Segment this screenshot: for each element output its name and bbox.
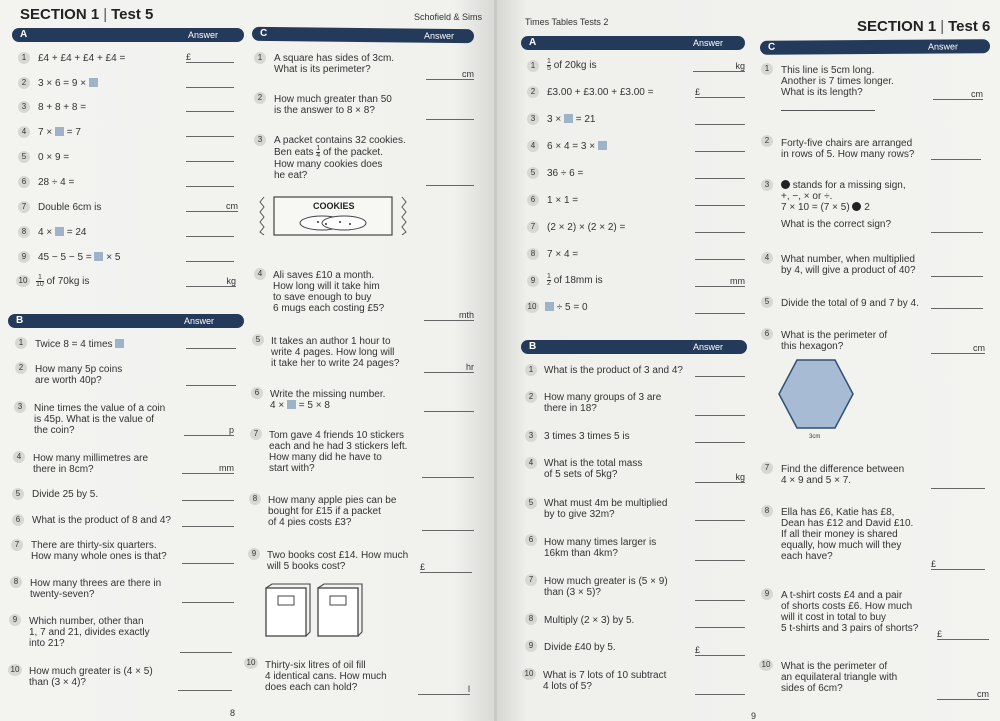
book-title: Times Tables Tests 2 xyxy=(525,17,609,27)
answer-field[interactable] xyxy=(418,684,470,695)
section-b-header xyxy=(8,314,244,328)
question-number: 7 xyxy=(761,462,773,474)
missing-number-box xyxy=(564,114,573,123)
answer-unit: cm xyxy=(977,689,989,699)
answer-field[interactable] xyxy=(931,478,985,489)
answer-field[interactable] xyxy=(184,425,234,436)
section-c-header xyxy=(760,39,990,55)
answer-field[interactable] xyxy=(424,310,474,321)
answer-prefix: £ xyxy=(420,562,426,572)
question-text: 7 × 4 = xyxy=(547,249,579,260)
question-number: 7 xyxy=(525,574,537,586)
question-number: 6 xyxy=(527,194,539,206)
answer-field[interactable] xyxy=(695,550,745,561)
answer-field[interactable] xyxy=(186,52,234,63)
five-cm-line xyxy=(781,110,875,111)
question-text-part: of 20kg is xyxy=(553,60,597,71)
question-text-part: = 24 xyxy=(66,227,87,238)
question-number: 10 xyxy=(244,657,258,669)
question-text-part: 3 × xyxy=(547,114,562,125)
question-number: 9 xyxy=(527,275,539,287)
answer-label: Answer xyxy=(693,38,724,48)
question-text-part: = 5 × 8 xyxy=(298,400,330,411)
question-text: How much greater than 50 is the answer to 8 × 8? xyxy=(274,94,392,116)
question-text: How many apple pies can be bought for £15 if a packet of 4 pies costs £3? xyxy=(268,495,397,528)
fraction xyxy=(316,146,320,159)
question-text-part: of 18mm is xyxy=(553,275,603,286)
question-text: What is the perimeter of this hexagon? xyxy=(781,330,888,352)
answer-field[interactable] xyxy=(186,126,234,137)
answer-field[interactable] xyxy=(931,266,983,277)
answer-field[interactable] xyxy=(186,276,236,287)
missing-number-box xyxy=(89,78,98,87)
question-text xyxy=(270,389,385,411)
answer-field[interactable] xyxy=(186,251,234,262)
question-number: 2 xyxy=(15,362,27,374)
missing-number-box xyxy=(545,302,554,311)
answer-unit: cm xyxy=(973,343,985,353)
answer-label: Answer xyxy=(188,30,219,40)
question-number: 2 xyxy=(525,391,537,403)
section-a-letter: A xyxy=(20,29,28,40)
answer-unit: p xyxy=(228,425,234,435)
question-text-line xyxy=(781,180,906,191)
question-text xyxy=(547,59,597,72)
question-text: How many threes are there in twenty-seven? xyxy=(30,578,162,600)
question-number: 8 xyxy=(761,505,773,517)
answer-field[interactable] xyxy=(186,338,236,349)
question-number: 9 xyxy=(525,640,537,652)
answer-field[interactable] xyxy=(931,222,983,233)
hexagon-side-label: 3cm xyxy=(809,434,821,440)
question-number: 4 xyxy=(18,126,30,138)
question-text: 8 + 8 + 8 = xyxy=(38,102,87,113)
missing-number-box xyxy=(55,127,64,136)
question-text: How many times larger is 16km than 4km? xyxy=(544,537,657,559)
answer-prefix: £ xyxy=(695,645,701,655)
answer-unit: kg xyxy=(735,472,745,482)
question-number: 1 xyxy=(525,364,537,376)
fraction-denominator: 10 xyxy=(36,281,44,288)
missing-number-box xyxy=(55,227,64,236)
answer-field[interactable] xyxy=(937,629,989,640)
answer-field[interactable] xyxy=(695,114,745,125)
question-text: Find the difference between 4 × 9 and 5 × 7. xyxy=(781,464,905,486)
question-text-part: stands for a missing sign, xyxy=(792,180,906,191)
question-number: 8 xyxy=(527,248,539,260)
fraction-numerator: 1 xyxy=(547,273,551,280)
question-text: How many millimetres are there in 8cm? xyxy=(33,453,149,475)
answer-field[interactable] xyxy=(426,69,474,80)
question-text: There are thirty-six quarters. How many whole ones is that? xyxy=(31,540,167,562)
section-title xyxy=(20,6,153,23)
fraction xyxy=(547,59,551,72)
question-number: 4 xyxy=(254,268,266,280)
answer-label: Answer xyxy=(927,41,959,52)
section-b-letter: B xyxy=(16,315,24,326)
answer-field[interactable] xyxy=(695,87,745,98)
question-text: A square has sides of 3cm. What is its perimeter? xyxy=(274,53,395,75)
question-text: Nine times the value of a coin is 45p. What is the value of the coin? xyxy=(34,403,166,436)
question-number: 3 xyxy=(527,113,539,125)
question-number: 8 xyxy=(525,613,537,625)
section-title xyxy=(857,18,990,35)
answer-field[interactable] xyxy=(186,226,234,237)
question-number: 5 xyxy=(761,296,773,308)
question-text: How much greater is (5 × 9) than (3 × 5)? xyxy=(544,576,668,598)
question-number: 9 xyxy=(18,251,30,263)
fraction-numerator: 1 xyxy=(37,274,42,281)
question-number: 7 xyxy=(527,221,539,233)
section-c-letter: C xyxy=(767,41,776,53)
fraction-denominator: 5 xyxy=(547,65,551,72)
test-label: Test 6 xyxy=(948,18,991,35)
answer-field[interactable] xyxy=(695,249,745,260)
answer-field[interactable] xyxy=(933,89,983,100)
question-text-part: 7 × xyxy=(38,127,53,138)
question-text-part: = 7 xyxy=(66,127,81,138)
answer-field[interactable] xyxy=(182,592,234,603)
question-number: 2 xyxy=(18,77,30,89)
question-text: How much greater is (4 × 5) than (3 × 4)? xyxy=(29,666,153,688)
question-number: 2 xyxy=(254,92,266,104)
question-text: 1 × 1 = xyxy=(547,195,579,206)
question-text: Forty-five chairs are arranged in rows of 5. How many rows? xyxy=(781,138,915,160)
question-text-part: = 21 xyxy=(575,114,596,125)
question-text: £4 + £4 + £4 + £4 = xyxy=(38,53,126,64)
question-number: 7 xyxy=(11,539,23,551)
question-text: Ella has £6, Katie has £8, Dean has £12 and David £10. If all their money is shared equally, how much will they each have? xyxy=(781,507,914,562)
answer-prefix: £ xyxy=(695,87,701,97)
question-number: 10 xyxy=(522,668,536,680)
question-number: 6 xyxy=(12,514,24,526)
question-text xyxy=(38,78,98,89)
question-text-part: Twice 8 = 4 times xyxy=(35,339,113,350)
section-a-letter: A xyxy=(529,37,537,48)
question-number: 8 xyxy=(249,493,261,505)
section-b-letter: B xyxy=(529,341,537,352)
question-text xyxy=(547,141,607,152)
question-text-part: What is the correct sign? xyxy=(781,219,892,230)
section-label: SECTION 1 xyxy=(857,18,937,35)
answer-field[interactable] xyxy=(931,343,985,354)
cookie-label: COOKIES xyxy=(313,201,355,211)
question-number: 3 xyxy=(525,430,537,442)
answer-unit: kg xyxy=(735,61,745,71)
answer-field[interactable] xyxy=(422,520,474,531)
question-text-part: Ben eats xyxy=(274,147,314,158)
answer-field[interactable] xyxy=(424,401,474,412)
answer-field[interactable] xyxy=(180,642,232,653)
section-label: SECTION 1 xyxy=(20,6,100,23)
question-text xyxy=(547,274,603,287)
fraction-denominator: 4 xyxy=(316,152,321,159)
question-text: £3.00 + £3.00 + £3.00 = xyxy=(547,87,654,98)
question-text: This line is 5cm long. Another is 7 times longer. What is its length? xyxy=(781,65,894,98)
left-page xyxy=(0,0,494,721)
answer-field[interactable] xyxy=(695,222,745,233)
question-text: What is 7 lots of 10 subtract 4 lots of 5? xyxy=(543,670,667,692)
question-text xyxy=(38,227,87,238)
answer-field[interactable] xyxy=(186,77,234,88)
answer-field[interactable] xyxy=(931,559,985,570)
section-a-header xyxy=(521,36,745,50)
question-text-line xyxy=(274,146,406,159)
answer-field[interactable] xyxy=(178,680,232,691)
answer-field[interactable] xyxy=(695,276,745,287)
answer-unit: l xyxy=(468,684,470,694)
question-text-part: +, −, × or ÷. xyxy=(781,191,833,202)
question-number: 3 xyxy=(761,179,773,191)
question-text: Ali saves £10 a month. How long will it take him to save enough to buy 6 mugs each costing £5? xyxy=(273,270,385,314)
question-number: 4 xyxy=(13,451,25,463)
missing-number-box xyxy=(287,400,296,409)
answer-field[interactable] xyxy=(695,168,745,179)
question-text: What must 4m be multiplied by to give 32m? xyxy=(544,498,668,520)
answer-field[interactable] xyxy=(695,195,745,206)
hexagon-diagram xyxy=(777,358,857,440)
question-text: 28 ÷ 4 = xyxy=(38,177,75,188)
question-text-part: of the packet. xyxy=(322,147,383,158)
question-number: 5 xyxy=(12,488,24,500)
answer-unit: mm xyxy=(730,276,745,286)
answer-unit: mth xyxy=(458,310,474,320)
answer-field[interactable] xyxy=(182,463,234,474)
question-number: 9 xyxy=(761,588,773,600)
question-number: 1 xyxy=(18,52,30,64)
question-text xyxy=(547,114,596,125)
fraction-numerator: 1 xyxy=(316,145,321,152)
cookie-packet-illustration xyxy=(258,193,408,239)
answer-unit: kg xyxy=(226,276,236,286)
question-text: Which number, other than 1, 7 and 21, divides exactly into 21? xyxy=(29,616,150,649)
answer-field[interactable] xyxy=(695,510,745,521)
question-text xyxy=(274,135,406,181)
question-number: 3 xyxy=(18,101,30,113)
section-c-header xyxy=(252,27,474,43)
answer-field[interactable] xyxy=(424,362,474,373)
question-text: 3 times 3 times 5 is xyxy=(544,431,630,442)
answer-unit: cm xyxy=(226,201,238,211)
question-number: 1 xyxy=(15,337,27,349)
question-text: Divide £40 by 5. xyxy=(544,642,616,653)
question-number: 6 xyxy=(251,387,263,399)
question-text-part: 45 − 5 − 5 = xyxy=(38,252,92,263)
answer-field[interactable] xyxy=(186,176,234,187)
question-number: 10 xyxy=(759,659,773,671)
question-number: 4 xyxy=(527,140,539,152)
fraction-denominator: 2 xyxy=(547,280,551,287)
fraction-numerator: 1 xyxy=(547,58,551,65)
question-text-part: ÷ 5 = 0 xyxy=(556,302,588,313)
publisher: Schofield & Sims xyxy=(414,12,483,22)
question-text: Multiply (2 × 3) by 5. xyxy=(544,615,635,626)
question-number: 9 xyxy=(248,548,260,560)
answer-field[interactable] xyxy=(426,175,474,186)
question-text: Divide 25 by 5. xyxy=(32,489,99,500)
answer-unit: mm xyxy=(219,463,234,473)
answer-prefix: £ xyxy=(186,52,192,62)
question-text: Double 6cm is xyxy=(38,202,102,213)
question-text: What is the total mass of 5 sets of 5kg? xyxy=(544,458,643,480)
answer-field[interactable] xyxy=(186,101,234,112)
question-number: 9 xyxy=(9,614,21,626)
missing-number-box xyxy=(94,252,103,261)
question-text: Tom gave 4 friends 10 stickers each and he had 3 stickers left. How many did he have to start with? xyxy=(269,430,408,474)
page-number: 9 xyxy=(751,711,757,721)
answer-field[interactable] xyxy=(695,617,745,628)
answer-label: Answer xyxy=(693,342,724,352)
question-text: It takes an author 1 hour to write 4 pages. How long will it take her to write 24 pages? xyxy=(271,336,400,369)
title-separator: | xyxy=(103,6,108,23)
question-text-part: Write the missing number. xyxy=(270,389,386,400)
question-text: Two books cost £14. How much will 5 books cost? xyxy=(267,550,409,572)
answer-field[interactable] xyxy=(695,432,745,443)
answer-field[interactable] xyxy=(186,151,234,162)
question-number: 4 xyxy=(525,457,537,469)
question-text xyxy=(36,275,89,288)
answer-field[interactable] xyxy=(186,201,238,212)
question-number: 5 xyxy=(18,151,30,163)
answer-field[interactable] xyxy=(426,109,474,120)
answer-field[interactable] xyxy=(695,472,745,483)
right-page xyxy=(497,0,1000,721)
answer-label: Answer xyxy=(423,30,455,41)
section-a-header xyxy=(12,28,244,42)
question-number: 10 xyxy=(525,301,539,313)
question-number: 5 xyxy=(252,334,264,346)
answer-field[interactable] xyxy=(186,375,236,386)
answer-field[interactable] xyxy=(931,149,981,160)
question-text: 0 × 9 = xyxy=(38,152,70,163)
question-number: 1 xyxy=(527,60,539,72)
section-b-header xyxy=(521,340,747,354)
question-text xyxy=(38,252,120,263)
question-text xyxy=(35,339,124,350)
question-text xyxy=(38,127,81,138)
question-text: What is the perimeter of an equilateral triangle with sides of 6cm? xyxy=(781,661,898,694)
answer-field[interactable] xyxy=(937,689,989,700)
answer-field[interactable] xyxy=(693,61,745,72)
books-illustration xyxy=(264,582,374,638)
title-separator: | xyxy=(940,18,945,35)
answer-field[interactable] xyxy=(695,303,745,314)
question-text-line xyxy=(270,400,385,411)
answer-field[interactable] xyxy=(182,516,234,527)
answer-unit: cm xyxy=(971,89,983,99)
section-c-letter: C xyxy=(259,27,268,39)
answer-field[interactable] xyxy=(182,553,234,564)
answer-unit: hr xyxy=(465,362,474,372)
answer-field[interactable] xyxy=(695,405,745,416)
page-number: 8 xyxy=(230,708,236,718)
answer-field[interactable] xyxy=(931,298,983,309)
answer-prefix: £ xyxy=(931,559,937,569)
question-number: 10 xyxy=(8,664,22,676)
question-number: 4 xyxy=(761,252,773,264)
question-number: 2 xyxy=(761,135,773,147)
answer-field[interactable] xyxy=(695,645,745,656)
answer-prefix: £ xyxy=(937,629,943,639)
test-label: Test 5 xyxy=(111,6,154,23)
question-text-part: 6 × 4 = 3 × xyxy=(547,141,596,152)
question-text xyxy=(781,180,906,230)
fraction xyxy=(547,274,551,287)
question-text: Divide the total of 9 and 7 by 4. xyxy=(781,298,919,309)
question-number: 3 xyxy=(254,134,266,146)
question-number: 8 xyxy=(10,576,22,588)
question-text xyxy=(545,302,588,313)
question-number: 7 xyxy=(18,201,30,213)
answer-field[interactable] xyxy=(695,141,745,152)
question-text-line xyxy=(781,202,906,213)
question-text-part: of 70kg is xyxy=(46,276,90,287)
question-number: 1 xyxy=(254,52,266,64)
answer-label: Answer xyxy=(184,316,215,326)
question-number: 6 xyxy=(761,328,773,340)
question-number: 2 xyxy=(527,86,539,98)
missing-sign-dot xyxy=(781,180,790,189)
question-number: 10 xyxy=(16,275,30,287)
question-text-part: 3 × 6 = 9 × xyxy=(38,78,87,89)
question-text-part: 4 × xyxy=(38,227,53,238)
answer-field[interactable] xyxy=(695,684,745,695)
question-number: 6 xyxy=(525,534,537,546)
question-number: 6 xyxy=(18,176,30,188)
answer-field[interactable] xyxy=(420,562,472,573)
question-text: (2 × 2) × (2 × 2) = xyxy=(547,222,626,233)
question-text-part: How many cookies does he eat? xyxy=(274,159,383,181)
question-number: 8 xyxy=(18,226,30,238)
answer-field[interactable] xyxy=(182,490,234,501)
answer-field[interactable] xyxy=(695,590,745,601)
missing-number-box xyxy=(115,339,124,348)
question-number: 7 xyxy=(250,428,262,440)
question-text-part: 2 xyxy=(864,202,870,213)
question-number: 3 xyxy=(14,401,26,413)
question-text-part: A packet contains 32 cookies. xyxy=(274,135,406,146)
question-text-part: 7 × 10 = (7 × 5) xyxy=(781,202,850,213)
question-text: What is the product of 3 and 4? xyxy=(544,365,683,376)
question-text: How many 5p coins are worth 40p? xyxy=(35,364,123,386)
question-text: A t-shirt costs £4 and a pair of shorts costs £6. How much will it cost in total to buy 5 t-shirts and 3 pairs of shorts? xyxy=(781,590,919,634)
missing-number-box xyxy=(598,141,607,150)
fraction xyxy=(36,275,44,288)
question-text: What is the product of 8 and 4? xyxy=(32,515,171,526)
question-text: Thirty-six litres of oil fill 4 identical cans. How much does each can hold? xyxy=(265,660,387,693)
question-number: 1 xyxy=(761,63,773,75)
question-text-part: × 5 xyxy=(106,252,121,263)
answer-field[interactable] xyxy=(422,467,474,478)
question-number: 5 xyxy=(525,497,537,509)
question-text: 36 ÷ 6 = xyxy=(547,168,584,179)
answer-field[interactable] xyxy=(695,366,745,377)
question-text: What number, when multiplied by 4, will give a product of 40? xyxy=(781,254,916,276)
missing-sign-dot xyxy=(852,202,861,211)
question-text-part: 4 × xyxy=(270,400,285,411)
answer-unit: cm xyxy=(462,69,474,79)
question-number: 5 xyxy=(527,167,539,179)
question-text: How many groups of 3 are there in 18? xyxy=(544,392,662,414)
